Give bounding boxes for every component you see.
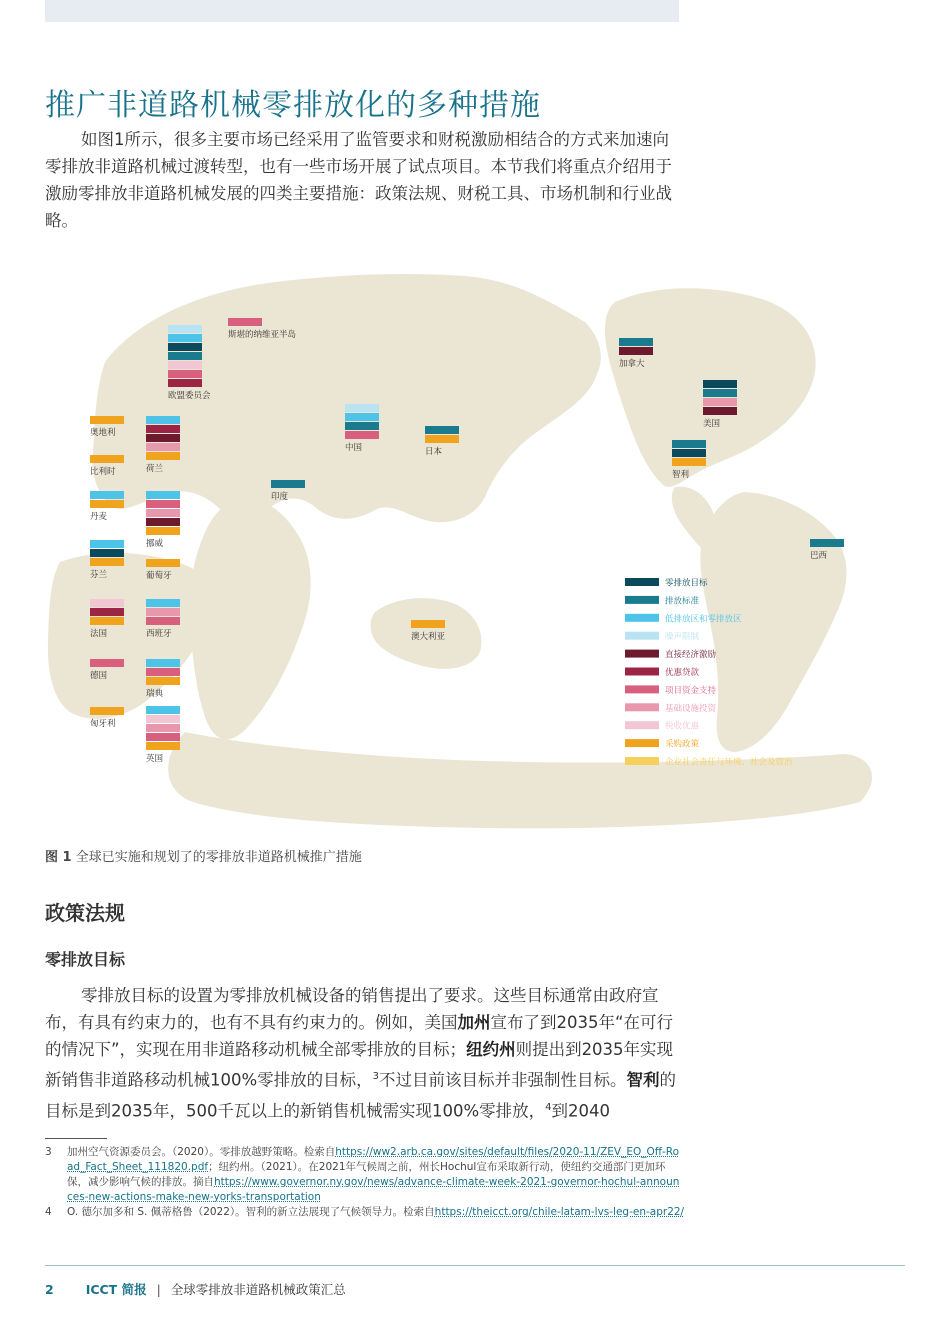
region-10 [146,491,180,549]
region-label: 挪威 [146,539,164,549]
footnote-link-carb[interactable]: https://ww2.arb.ca.gov/sites/default/files/2020-11/ZEV_EO_Off-Road_Fact_Sheet_111820.pdf [67,1146,680,1173]
figure-caption [45,846,362,865]
footnote-text: 加州空气资源委员会。（2020）。零排放越野策略。检索自 [67,1146,336,1158]
measure-bar-emission_std [810,539,844,547]
footnote-link-icct[interactable]: https://theicct.org/chile-latam-lvs-leg-en-apr22/ [434,1206,685,1218]
measure-bar-project_fund [146,668,180,676]
region-label: 日本 [425,447,443,457]
region-label: 巴西 [810,551,828,561]
legend-label: 低排放区和零排放区 [665,614,742,625]
measure-bar-procurement [90,416,124,424]
measure-bar-zero_target [90,549,124,557]
subsection-heading: 零排放目标 [45,950,126,969]
measure-bar-procurement [146,559,180,567]
body-paragraph: 零排放目标的设置为零排放机械设备的销售提出了要求。这些目标通常由政府宣布，有具有约束力的，也有不具有约束力的。例如，美国加州宣布了到2035年“在可行的情况下”，实现在用非道路移动机械全部零排放的目标；纽约州则提出到2035年实现新销售非道路移动机械100%零排放的目标，$^3$不过目前该目标并非强制性目标。智利的目标是到2035年，500千瓦以上的新销售机械需实现100%零排放，$^4$到2040 [45,986,677,1120]
region-label: 欧盟委员会 [168,391,211,401]
measure-bar-project_fund [228,318,262,326]
measure-bar-project_fund [90,659,124,667]
measure-bar-emission_std [345,422,379,430]
legend-label: 税收优惠 [665,721,700,732]
world-map [45,262,905,832]
measure-bar-emission_std [619,338,653,346]
legend-label: 企业社会责任与环境、社会及管治 [665,757,793,768]
header-band [45,0,679,22]
intro-paragraph: 如图1所示，很多主要市场已经采用了监管要求和财税激励相结合的方式来加速向零排放非道路机械过渡转型，也有一些市场开展了试点项目。本节我们将重点介绍用于激励零排放非道路机械发展的四类主要措施：政策法规、财税工具、市场机制和行业战略。 [45,130,672,230]
region-label: 德国 [90,671,108,681]
legend-label: 基础设施投资 [665,703,717,714]
section-heading: 政策法规 [45,901,125,925]
measure-bar-infra_invest [146,608,180,616]
footnote-link-ny[interactable]: https://www.governor.ny.gov/news/advance-climate-week-2021-governor-hochul-announces-new-actions-make-new-yorks-transportation [67,1176,680,1203]
measure-bar-low_zero_zone [146,706,180,714]
measure-bar-low_zero_zone [146,491,180,499]
measure-bar-procurement [146,452,180,460]
measure-bar-low_zero_zone [345,413,379,421]
measure-bar-procurement [90,455,124,463]
region-label: 美国 [703,419,721,429]
region-label: 葡萄牙 [146,571,172,581]
measure-bar-low_zero_zone [90,540,124,548]
region-4 [90,491,124,522]
measure-bar-tax [168,361,202,369]
measure-bar-direct_incentive [703,407,737,415]
legend-swatch-project_fund [625,685,659,693]
legend-swatch-low_zero_zone [625,614,659,622]
legend-swatch-zero_target [625,578,659,586]
region-label: 法国 [90,629,108,639]
region-label: 澳大利亚 [411,632,446,642]
publisher-label: ICCT 简报 [85,1282,147,1297]
measure-bar-loan [146,425,180,433]
region-13 [146,659,180,699]
legend-swatch-csr_esg [625,757,659,765]
measure-bar-zero_target [703,380,737,388]
measure-bar-low_zero_zone [168,334,202,342]
region-label: 丹麦 [90,512,108,522]
measure-bar-emission_std [168,352,202,360]
region-label: 比利时 [90,467,116,477]
measure-bar-emission_std [425,426,459,434]
measure-bar-procurement [90,558,124,566]
legend-swatch-loan [625,668,659,676]
footnote-3 [45,1145,685,1205]
footnote-text: ；纽约州。（2021）。在2021年气候周之前，州长Hochul宣布采取新行动，使纽约交通部门更加环保，减少影响气候的排放。摘自 [67,1161,666,1188]
measure-bar-tax [146,715,180,723]
legend-label: 直接经济激励 [665,650,717,661]
measure-bar-direct_incentive [619,347,653,355]
measure-bar-procurement [672,458,706,466]
measure-bar-loan [90,608,124,616]
region-label: 英国 [146,754,164,764]
measure-bar-loan [168,379,202,387]
footer-doc-title: 全球零排放非道路机械政策汇总 [170,1282,346,1297]
measure-bar-emission_std [271,480,305,488]
footnote-divider [45,1138,107,1139]
region-label: 奥地利 [90,428,116,438]
measure-bar-direct_incentive [146,434,180,442]
measure-bar-direct_incentive [146,518,180,526]
land-mass [48,553,210,719]
measure-bar-infra_invest [146,724,180,732]
measure-bar-infra_invest [146,443,180,451]
measure-bar-project_fund [168,370,202,378]
region-label: 西班牙 [146,629,172,639]
region-label: 匈牙利 [90,719,116,729]
legend-label: 噪声限制 [665,632,700,643]
measure-bar-low_zero_zone [90,491,124,499]
measure-bar-procurement [146,742,180,750]
legend-swatch-procurement [625,739,659,747]
measure-bar-zero_target [672,449,706,457]
region-label: 芬兰 [90,570,108,580]
region-label: 荷兰 [146,464,164,474]
land-mass [168,732,872,828]
measure-bar-procurement [411,620,445,628]
measure-bar-low_zero_zone [146,416,180,424]
measure-bar-low_zero_zone [146,659,180,667]
measure-bar-tax [90,599,124,607]
legend-swatch-tax [625,721,659,729]
measure-bar-project_fund [146,500,180,508]
measure-bar-procurement [90,500,124,508]
measure-bar-emission_std [703,389,737,397]
region-21 [672,440,706,480]
region-label: 中国 [345,443,363,453]
page-number: 2 [45,1282,54,1297]
footer-divider [45,1265,905,1266]
measure-bar-project_fund [146,617,180,625]
legend-swatch-direct_incentive [625,650,659,658]
measure-bar-procurement [146,677,180,685]
legend-label: 零排放目标 [665,578,708,589]
figure-caption-label: 图 1 [45,850,72,865]
footnote-number: 3 [45,1146,52,1158]
legend-label: 排放标准 [665,596,700,607]
legend-swatch-infra_invest [625,703,659,711]
measure-bar-noise_limit [345,404,379,412]
footer-separator: | [156,1282,161,1297]
legend-swatch-emission_std [625,596,659,604]
figure-1-map [45,262,905,832]
measure-bar-low_zero_zone [146,599,180,607]
footnote-number: 4 [45,1206,52,1218]
measure-bar-procurement [146,527,180,535]
legend-label: 采购政策 [665,739,700,750]
figure-caption-text: 全球已实施和规划了的零排放非道路机械推广措施 [75,850,362,865]
measure-bar-noise_limit [168,325,202,333]
region-label: 瑞典 [146,689,164,699]
measure-bar-procurement [90,617,124,625]
measure-bar-zero_target [168,343,202,351]
footnote-text: O. 德尔加多和 S. 佩蒂格鲁（2022）。智利的新立法展现了气候领导力。检索自 [67,1206,435,1218]
legend-label: 项目资金支持 [665,685,717,696]
region-label: 智利 [672,470,690,480]
measure-bar-project_fund [345,431,379,439]
measure-bar-project_fund [146,733,180,741]
region-label: 斯堪的纳维亚半岛 [228,330,297,340]
measure-bar-infra_invest [703,398,737,406]
page-title: 推广非道路机械零排放化的多种措施 [45,88,541,123]
region-label: 加拿大 [619,359,645,369]
page-footer [45,1280,346,1298]
region-label: 印度 [271,492,289,502]
legend-label: 优惠贷款 [665,668,700,678]
measure-bar-infra_invest [146,509,180,517]
measure-bar-procurement [425,435,459,443]
footnote-4 [45,1205,685,1220]
legend-swatch-noise_limit [625,632,659,640]
measure-bar-emission_std [672,440,706,448]
measure-bar-procurement [90,707,124,715]
